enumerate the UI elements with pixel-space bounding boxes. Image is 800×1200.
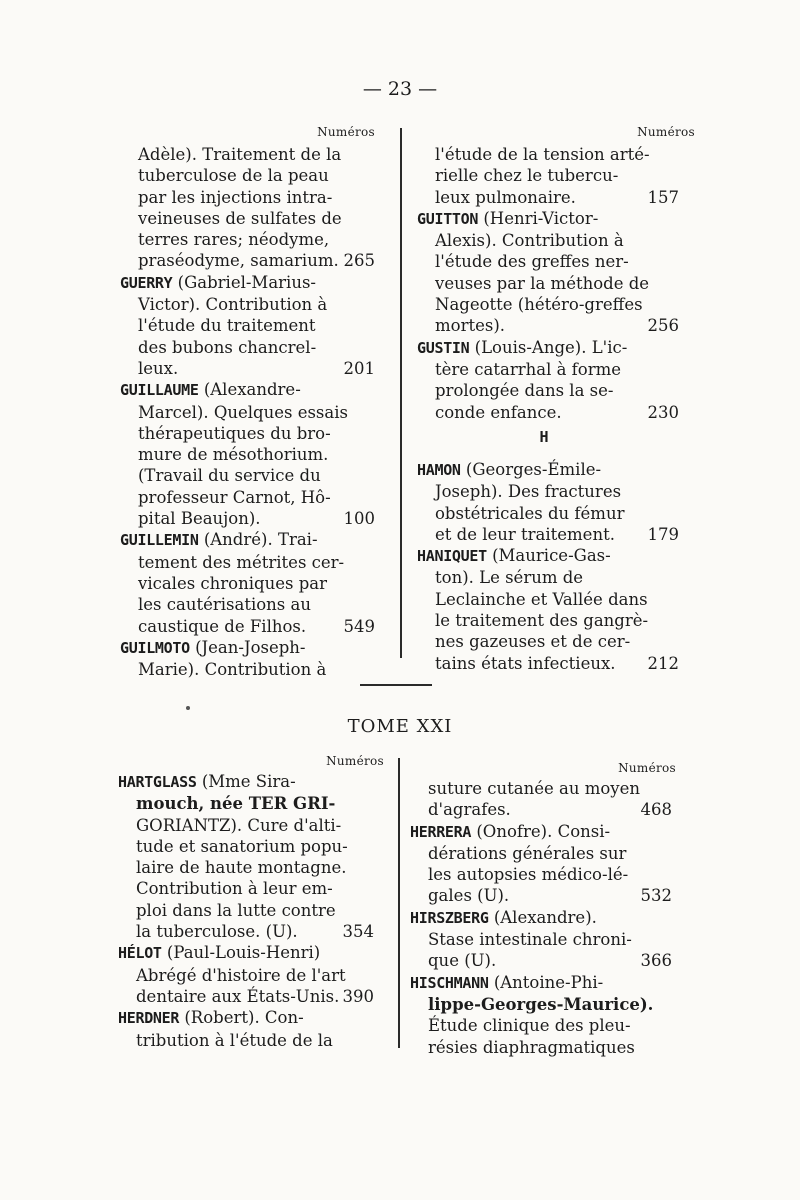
column-label: Numéros bbox=[637, 125, 695, 139]
entry-text: (Maurice-Gas- bbox=[486, 546, 611, 566]
speck bbox=[186, 706, 190, 710]
top-right-column-section-h bbox=[417, 459, 679, 674]
entry-line bbox=[410, 843, 672, 864]
entry-text: obstétricales du fémur bbox=[435, 503, 625, 523]
entry-text: (Onofre). Consi- bbox=[471, 821, 611, 841]
author-surname: HAMON bbox=[417, 461, 461, 479]
author-surname: GUILMOTO bbox=[120, 638, 190, 657]
thesis-number: 212 bbox=[647, 653, 679, 673]
entry-text: pital Beaujon). bbox=[138, 509, 261, 529]
entry-text: (Louis-Ange). L'ic- bbox=[469, 337, 628, 357]
entry-line bbox=[410, 994, 672, 1015]
author-surname: HARTGLASS bbox=[118, 773, 197, 791]
entry-line bbox=[120, 144, 375, 165]
entry-text: conde enfance. bbox=[435, 402, 562, 422]
entry-line bbox=[118, 1030, 374, 1051]
entry-text: ploi dans la lutte contre bbox=[136, 900, 336, 920]
thesis-number: 100 bbox=[343, 509, 375, 529]
section-rule bbox=[360, 684, 432, 686]
entry-text: ton). Le sérum de bbox=[435, 568, 584, 588]
author-surname: GUSTIN bbox=[417, 338, 470, 357]
entry-text: et de leur traitement. bbox=[435, 524, 615, 544]
entry-line bbox=[118, 815, 374, 836]
entry-text: Adèle). Traitement de la bbox=[138, 145, 342, 164]
thesis-number: 366 bbox=[640, 951, 672, 971]
entry-text: Contribution à leur em- bbox=[136, 879, 333, 899]
entry-line bbox=[417, 144, 679, 165]
entry-text: que (U). bbox=[428, 951, 497, 971]
entry-text: Victor). Contribution à bbox=[138, 295, 328, 315]
entry-text: GORIANTZ). Cure d'alti- bbox=[136, 815, 342, 835]
entry-start-line bbox=[417, 208, 679, 230]
bottom-right-column bbox=[410, 761, 676, 1058]
entry-start-line bbox=[417, 337, 679, 359]
entry-text: le traitement des gangrè- bbox=[435, 611, 649, 631]
entry-line bbox=[120, 573, 375, 594]
entry-text: (André). Trai- bbox=[198, 530, 318, 550]
column-divider bbox=[398, 758, 400, 1048]
thesis-number: 390 bbox=[342, 986, 374, 1006]
entry-line bbox=[120, 659, 375, 680]
entry-text: Joseph). Des fractures bbox=[435, 482, 622, 502]
entry-text: l'étude de la tension arté- bbox=[435, 145, 650, 164]
entry-line bbox=[417, 653, 679, 674]
entry-line bbox=[417, 631, 679, 652]
entry-text: les autopsies médico-lé- bbox=[428, 865, 629, 885]
entry-line bbox=[120, 187, 375, 208]
entry-line bbox=[417, 230, 679, 251]
top-right-column bbox=[417, 125, 695, 423]
entry-text: (Mme Sira- bbox=[196, 772, 296, 791]
entry-text: rielle chez le tubercu- bbox=[435, 166, 619, 186]
entry-line bbox=[118, 857, 374, 878]
entry-line bbox=[410, 1015, 672, 1036]
thesis-number: 532 bbox=[640, 886, 672, 906]
entry-start-line bbox=[410, 821, 672, 843]
entry-start-line bbox=[410, 972, 672, 994]
entry-text: (Alexandre). bbox=[488, 907, 597, 927]
tome-title: TOME XXI bbox=[347, 716, 453, 737]
entry-line bbox=[417, 315, 679, 336]
author-surname: GUITTON bbox=[417, 209, 479, 228]
entry-line bbox=[120, 444, 375, 465]
entry-line bbox=[120, 315, 375, 336]
entry-line bbox=[120, 487, 375, 508]
page-number: — 23 — bbox=[362, 78, 438, 100]
entry-text: suture cutanée au moyen bbox=[428, 779, 640, 798]
entry-text: mure de mésothorium. bbox=[138, 445, 329, 465]
entry-text: leux pulmonaire. bbox=[435, 187, 576, 207]
entry-text: praséodyme, samarium. bbox=[138, 251, 339, 271]
entry-start-line bbox=[417, 459, 679, 481]
entry-start-line bbox=[118, 771, 374, 793]
entry-line bbox=[120, 423, 375, 444]
entry-line bbox=[120, 337, 375, 358]
entry-text: Marie). Contribution à bbox=[138, 660, 327, 680]
column-divider bbox=[400, 128, 402, 658]
entry-line bbox=[118, 793, 374, 814]
entry-text: par les injections intra- bbox=[138, 187, 333, 207]
entry-text: (Alexandre- bbox=[198, 380, 301, 400]
entry-line bbox=[410, 864, 672, 885]
entry-line bbox=[410, 885, 672, 906]
entry-text: vicales chroniques par bbox=[138, 573, 327, 593]
entry-line bbox=[118, 878, 374, 899]
author-surname: HERRERA bbox=[410, 822, 472, 841]
entry-line bbox=[118, 900, 374, 921]
section-letter: H bbox=[539, 428, 549, 446]
thesis-number: 179 bbox=[647, 524, 679, 544]
author-surname: GUILLEMIN bbox=[120, 531, 199, 550]
entry-line bbox=[410, 929, 672, 950]
entry-text: (Gabriel-Marius- bbox=[172, 272, 317, 292]
entry-line bbox=[410, 778, 672, 799]
entry-line bbox=[417, 294, 679, 315]
entry-line bbox=[120, 229, 375, 250]
entry-text: (Travail du service du bbox=[138, 466, 321, 486]
entry-line bbox=[120, 358, 375, 379]
entry-line bbox=[120, 250, 375, 271]
entry-line bbox=[417, 481, 679, 502]
entry-text: dérations générales sur bbox=[428, 843, 627, 863]
entry-text: résies diaphragmatiques bbox=[428, 1037, 635, 1057]
column-label: Numéros bbox=[317, 125, 375, 139]
entry-text: Nageotte (hétéro-greffes bbox=[435, 295, 643, 315]
entry-line bbox=[120, 594, 375, 615]
entry-line bbox=[118, 836, 374, 857]
entry-text: les cautérisations au bbox=[138, 595, 311, 615]
entry-text: gales (U). bbox=[428, 886, 510, 906]
entry-line bbox=[417, 359, 679, 380]
entry-text: tement des métrites cer- bbox=[138, 552, 345, 572]
entry-text: Leclainche et Vallée dans bbox=[435, 589, 648, 609]
entry-line bbox=[118, 921, 374, 942]
author-surname: HIRSZBERG bbox=[410, 908, 489, 927]
entry-line bbox=[417, 610, 679, 631]
entry-line bbox=[120, 552, 375, 573]
entry-line bbox=[417, 402, 679, 423]
entry-line bbox=[120, 208, 375, 229]
entry-text: veuses par la méthode de bbox=[435, 273, 650, 293]
entry-text: mouch, née TER GRI- bbox=[136, 794, 336, 814]
thesis-number: 265 bbox=[343, 251, 375, 271]
entry-text: caustique de Filhos. bbox=[138, 616, 307, 636]
thesis-number: 256 bbox=[647, 316, 679, 336]
entry-line bbox=[410, 799, 672, 820]
entry-text: terres rares; néodyme, bbox=[138, 230, 330, 250]
entry-line bbox=[120, 402, 375, 423]
entry-text: tère catarrhal à forme bbox=[435, 359, 622, 379]
entry-text: thérapeutiques du bro- bbox=[138, 423, 331, 443]
entry-text: (Antoine-Phi- bbox=[488, 972, 604, 992]
entry-text: dentaire aux États-Unis. bbox=[136, 986, 340, 1006]
entry-text: Alexis). Contribution à bbox=[435, 231, 624, 251]
entry-text: mortes). bbox=[435, 316, 506, 336]
entry-text: (Paul-Louis-Henri) bbox=[161, 943, 321, 963]
entry-line bbox=[417, 567, 679, 588]
entry-line bbox=[417, 524, 679, 545]
entry-start-line bbox=[120, 272, 375, 294]
entry-start-line bbox=[120, 529, 375, 551]
entry-text: l'étude du traitement bbox=[138, 316, 316, 336]
entry-line bbox=[120, 465, 375, 486]
column-label: Numéros bbox=[326, 754, 384, 768]
entry-text: la tuberculose. (U). bbox=[136, 922, 298, 942]
thesis-number: 201 bbox=[343, 358, 375, 378]
author-surname: HISCHMANN bbox=[410, 973, 489, 992]
entry-text: laire de haute montagne. bbox=[136, 858, 347, 878]
entry-text: veineuses de sulfates de bbox=[138, 208, 342, 228]
entry-line bbox=[118, 986, 374, 1007]
entry-start-line bbox=[410, 907, 672, 929]
entry-line bbox=[417, 187, 679, 208]
entry-text: Étude clinique des pleu- bbox=[428, 1016, 631, 1036]
entry-line bbox=[417, 503, 679, 524]
entry-text: professeur Carnot, Hô- bbox=[138, 487, 331, 507]
entry-text: l'étude des greffes ner- bbox=[435, 252, 629, 272]
entry-text: tude et sanatorium popu- bbox=[136, 836, 348, 856]
entry-text: nes gazeuses et de cer- bbox=[435, 632, 631, 652]
entry-text: Marcel). Quelques essais bbox=[138, 402, 348, 422]
entry-start-line bbox=[118, 942, 374, 964]
top-left-column bbox=[120, 125, 375, 680]
entry-text: d'agrafes. bbox=[428, 800, 511, 820]
entry-start-line bbox=[118, 1007, 374, 1029]
author-surname: HÉLOT bbox=[118, 944, 162, 963]
entry-line bbox=[417, 273, 679, 294]
entry-text: Stase intestinale chroni- bbox=[428, 930, 632, 950]
entry-line bbox=[417, 380, 679, 401]
entry-line bbox=[417, 165, 679, 186]
entry-line bbox=[410, 1037, 672, 1058]
entry-line bbox=[118, 965, 374, 986]
entry-line bbox=[417, 589, 679, 610]
entry-text: tuberculose de la peau bbox=[138, 166, 329, 186]
entry-line bbox=[120, 165, 375, 186]
entry-line bbox=[120, 616, 375, 637]
entry-start-line bbox=[120, 379, 375, 401]
entry-text: Abrégé d'histoire de l'art bbox=[136, 965, 346, 985]
author-surname: HANIQUET bbox=[417, 547, 487, 566]
entry-text: (Henri-Victor- bbox=[478, 208, 599, 228]
entry-text: leux. bbox=[138, 358, 179, 378]
entry-line bbox=[417, 251, 679, 272]
entry-text: lippe-Georges-Maurice). bbox=[428, 994, 654, 1014]
thesis-number: 549 bbox=[343, 616, 375, 636]
entry-text: (Georges-Émile- bbox=[460, 460, 602, 479]
entry-line bbox=[120, 294, 375, 315]
thesis-number: 468 bbox=[640, 800, 672, 820]
thesis-number: 354 bbox=[342, 922, 374, 942]
author-surname: GUILLAUME bbox=[120, 381, 199, 400]
entry-start-line bbox=[120, 637, 375, 659]
author-surname: HERDNER bbox=[118, 1009, 180, 1028]
entry-text: (Robert). Con- bbox=[179, 1008, 304, 1028]
entry-text: (Jean-Joseph- bbox=[189, 637, 306, 657]
bottom-left-column bbox=[118, 754, 384, 1051]
entry-start-line bbox=[417, 545, 679, 567]
entry-line bbox=[120, 508, 375, 529]
column-label: Numéros bbox=[618, 761, 676, 775]
author-surname: GUERRY bbox=[120, 273, 173, 292]
entry-text: des bubons chancrel- bbox=[138, 337, 317, 357]
entry-line bbox=[410, 950, 672, 971]
entry-text: tains états infectieux. bbox=[435, 653, 616, 673]
entry-text: tribution à l'étude de la bbox=[136, 1030, 333, 1050]
thesis-number: 230 bbox=[647, 402, 679, 422]
entry-text: prolongée dans la se- bbox=[435, 381, 614, 401]
thesis-number: 157 bbox=[647, 187, 679, 207]
